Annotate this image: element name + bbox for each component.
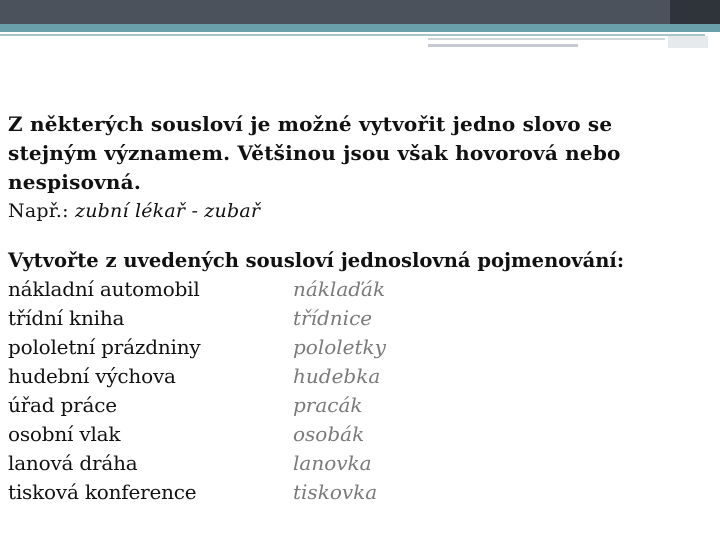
- phrase: nákladní automobil: [8, 277, 200, 301]
- list-item: [8, 333, 708, 362]
- phrase: osobní vlak: [8, 422, 121, 446]
- example-value: zubní lékař - zubař: [75, 200, 261, 222]
- answer: tiskovka: [293, 480, 378, 504]
- header-bar-corner: [670, 0, 720, 24]
- answer: náklaďák: [293, 277, 386, 301]
- list-item: [8, 391, 708, 420]
- list-item: [8, 449, 708, 478]
- header-divider: [0, 34, 705, 36]
- list-item: [8, 275, 708, 304]
- answer: třídnice: [293, 306, 373, 330]
- intro-line: Z některých sousloví je možné vytvořit jedno slovo se: [8, 112, 613, 136]
- phrase: lanová dráha: [8, 451, 138, 475]
- phrase: pololetní prázdniny: [8, 335, 201, 359]
- decorative-block: [668, 36, 708, 48]
- answer: pracák: [293, 393, 363, 417]
- phrase: hudební výchova: [8, 364, 176, 388]
- list-item: [8, 362, 708, 391]
- intro-line: stejným významem. Většinou jsou však hovorová nebo: [8, 141, 621, 165]
- list-item: [8, 420, 708, 449]
- example-line: [8, 197, 716, 226]
- phrase: úřad práce: [8, 393, 117, 417]
- answer: osobák: [293, 422, 365, 446]
- answer: hudebka: [293, 364, 381, 388]
- header-bar: [0, 0, 720, 24]
- header-accent-stripe: [0, 24, 720, 32]
- decorative-line: [428, 38, 665, 40]
- phrase-list: [8, 275, 708, 507]
- intro-paragraph: [8, 110, 716, 226]
- phrase: tisková konference: [8, 480, 197, 504]
- phrase: třídní kniha: [8, 306, 125, 330]
- answer: pololetky: [293, 335, 386, 359]
- example-prefix: Např.:: [8, 200, 75, 222]
- list-item: [8, 478, 708, 507]
- task-heading: Vytvořte z uvedených sousloví jednoslovná pojmenování:: [8, 249, 625, 272]
- intro-line: nespisovná.: [8, 170, 141, 194]
- answer: lanovka: [293, 451, 372, 475]
- decorative-line: [428, 44, 578, 47]
- list-item: [8, 304, 708, 333]
